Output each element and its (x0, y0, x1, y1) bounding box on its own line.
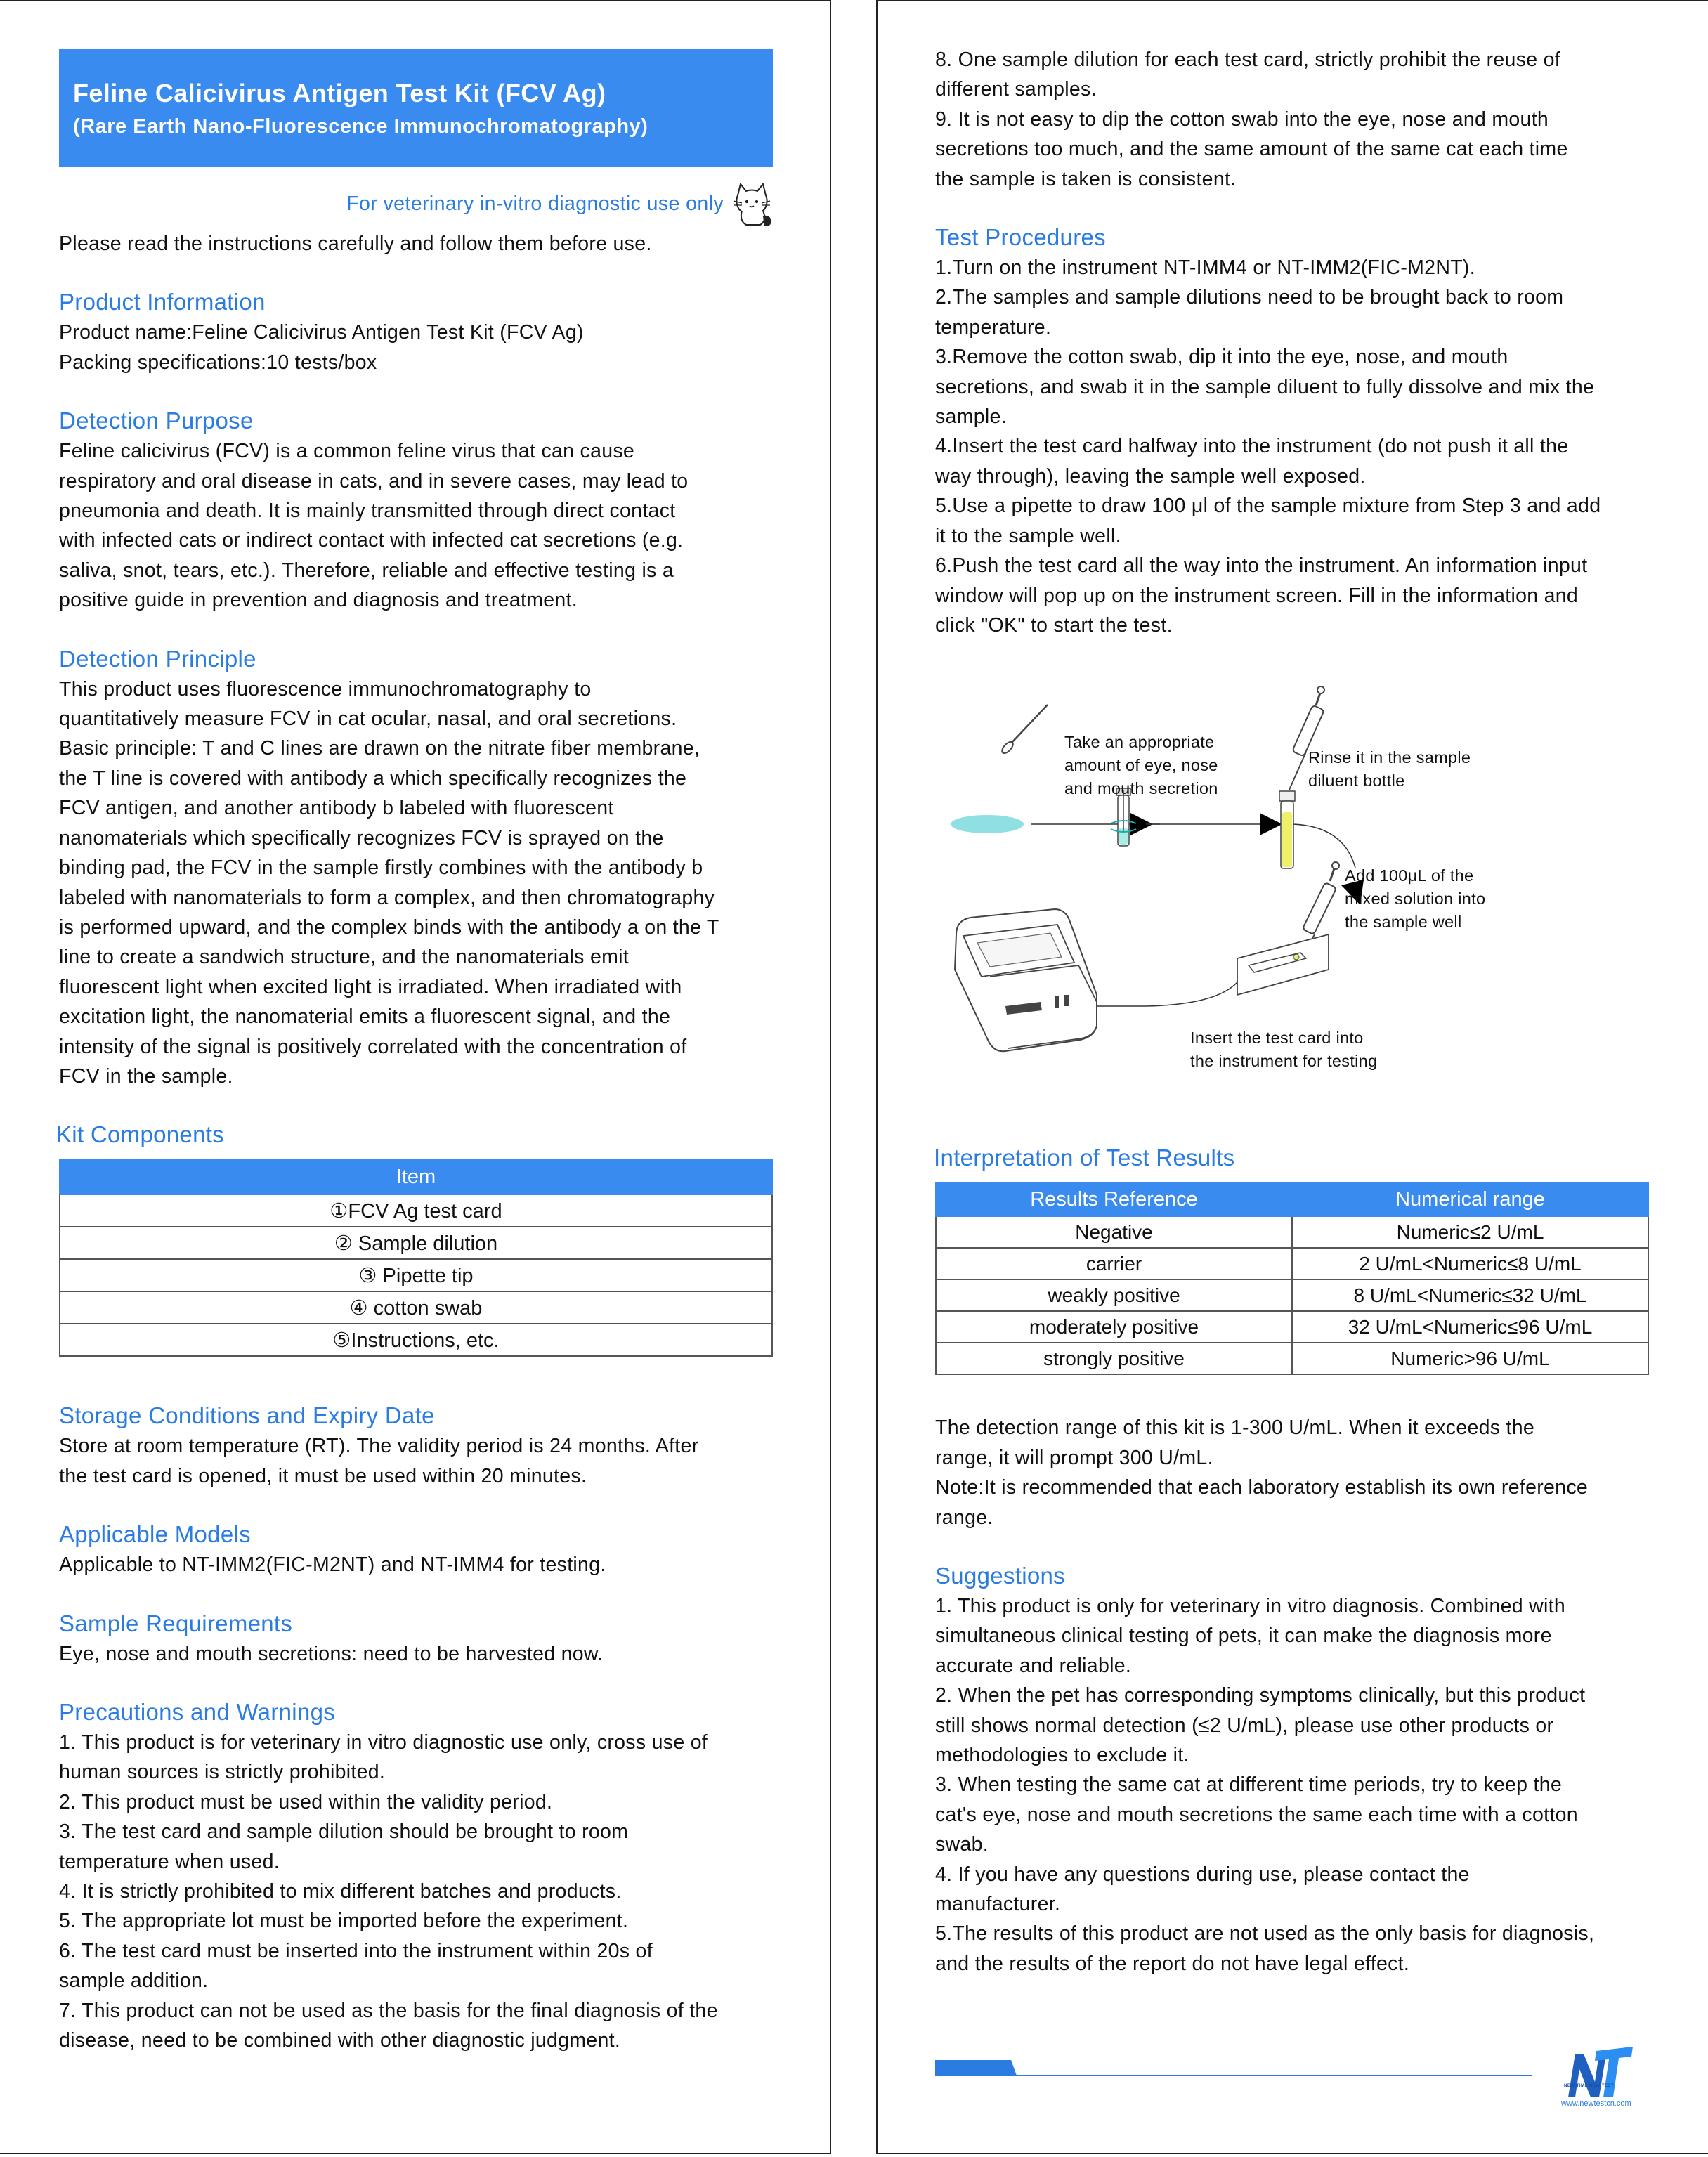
table-cell: Numeric>96 U/mL (1292, 1343, 1648, 1374)
table-cell: ② Sample dilution (60, 1227, 772, 1259)
table-cell: 2 U/mL<Numeric≤8 U/mL (1292, 1248, 1648, 1279)
table-cell: 8 U/mL<Numeric≤32 U/mL (1292, 1279, 1648, 1311)
text-line: Store at room temperature (RT). The validity period is 24 months. After (59, 1435, 699, 1458)
left-column (56, 49, 773, 2055)
text-line: fluorescent light when excited light is irradiated. When irradiated with (59, 975, 682, 998)
text-line: Packing specifications:10 tests/box (59, 351, 377, 374)
text-line: temperature. (935, 315, 1052, 339)
text-line: different samples. (935, 78, 1097, 101)
text-line: 5.Use a pipette to draw 100 μl of the sample mixture from Step 3 and add (935, 495, 1601, 518)
product-info-heading: Product Information (59, 289, 266, 315)
sample-dish-icon (951, 815, 1024, 833)
text-line: nanomaterials which specifically recognizes FCV is sprayed on the (59, 826, 664, 849)
kit-components-table (59, 1159, 773, 1357)
logo-tagline: NEW TIME NEW TEST (1564, 2084, 1615, 2088)
text-line: simultaneous clinical testing of pets, it can make the diagnosis more (935, 1624, 1552, 1648)
text-line: 2. This product must be used within the validity period. (59, 1790, 553, 1813)
interpretation-heading: Interpretation of Test Results (934, 1145, 1235, 1171)
step-label-line: and mouth secretion (1064, 779, 1218, 797)
text-line: 2.The samples and sample dilutions need to be brought back to room (935, 286, 1564, 309)
table-cell: moderately positive (936, 1311, 1292, 1343)
text-line: saliva, snot, tears, etc.). Therefore, reliable and effective testing is a (59, 559, 674, 582)
text-line: Basic principle: T and C lines are drawn on the nitrate fiber membrane, (59, 737, 700, 760)
text-line: way through), leaving the sample well exposed. (935, 464, 1366, 488)
text-line: the sample is taken is consistent. (935, 167, 1237, 190)
text-line: excitation light, the nanomaterial emits a fluorescent signal, and the (59, 1005, 671, 1029)
table-row (936, 1279, 1648, 1311)
footer-accent-bar (935, 2060, 1532, 2077)
text-line: This product uses fluorescence immunochromatography to (59, 677, 592, 700)
table-cell: weakly positive (936, 1279, 1292, 1311)
text-line: still shows normal detection (≤2 U/mL), please use other products or (935, 1714, 1554, 1737)
text-line: labeled with nanomaterials to form a complex, and then chromatography (59, 886, 715, 909)
step-label-line: mixed solution into (1345, 889, 1486, 908)
text-line: 8. One sample dilution for each test card, strictly prohibit the reuse of (935, 48, 1560, 71)
table-cell: 32 U/mL<Numeric≤96 U/mL (1292, 1311, 1648, 1343)
text-line: 3.Remove the cotton swab, dip it into the eye, nose, and mouth (935, 346, 1508, 369)
text-line: sample addition. (59, 1969, 209, 1993)
step-label-rinse (1308, 746, 1471, 793)
table-cell: ①FCV Ag test card (60, 1194, 772, 1227)
text-line: click "OK" to start the test. (935, 613, 1173, 637)
text-line: 6. The test card must be inserted into the instrument within 20s of (59, 1939, 653, 1962)
table-cell: ⑤Instructions, etc. (60, 1324, 772, 1356)
step-label-line: the sample well (1345, 913, 1462, 931)
text-line: methodologies to exclude it. (935, 1743, 1189, 1766)
text-line: 7. This product can not be used as the basis for the final diagnosis of the (59, 1999, 718, 2022)
kit-components-heading: Kit Components (56, 1121, 224, 1148)
step-label-line: the instrument for testing (1190, 1052, 1378, 1070)
text-line: 5. The appropriate lot must be imported before the experiment. (59, 1910, 629, 1933)
results-table (935, 1182, 1649, 1375)
document-title: Feline Calicivirus Antigen Test Kit (FCV Ag) (73, 79, 606, 107)
text-line: 5.The results of this product are not used as the only basis for diagnosis, (935, 1922, 1595, 1946)
vet-use-notice: For veterinary in-vitro diagnostic use only (346, 193, 724, 215)
text-line: manufacturer. (935, 1893, 1061, 1915)
applicable-models-heading: Applicable Models (59, 1521, 251, 1548)
text-line: intensity of the signal is positively correlated with the concentration of (59, 1035, 687, 1058)
text-line: Applicable to NT-IMM2(FIC-M2NT) and NT-IMM4 for testing. (59, 1553, 606, 1577)
text-line: disease, need to be combined with other diagnostic judgment. (59, 2029, 621, 2052)
table-cell: carrier (936, 1248, 1292, 1279)
text-line: line to create a sandwich structure, and the nanomaterials emit (59, 946, 629, 969)
text-line: 2. When the pet has corresponding symptoms clinically, but this product (935, 1684, 1586, 1707)
text-line: secretions too much, and the same amount of the same cat each time (935, 138, 1568, 161)
text-line: FCV in the sample. (59, 1064, 233, 1088)
precautions-heading: Precautions and Warnings (59, 1698, 336, 1725)
table-row (936, 1216, 1648, 1248)
procedure-diagram (935, 675, 1666, 1096)
text-line: 4. It is strictly prohibited to mix different batches and products. (59, 1880, 622, 1903)
text-line: sample. (935, 405, 1007, 429)
text-line: the test card is opened, it must be used within 20 minutes. (59, 1464, 587, 1487)
cotton-swab-icon (1000, 705, 1048, 755)
text-line: 1.Turn on the instrument NT-IMM4 or NT-IMM2(FIC-M2NT). (935, 256, 1475, 280)
text-line: swab. (935, 1833, 989, 1856)
table-row (60, 1291, 772, 1324)
detection-principle-heading: Detection Principle (59, 645, 256, 672)
text-line: 3. When testing the same cat at different time periods, try to keep the (935, 1773, 1563, 1797)
table-row (60, 1194, 772, 1227)
step-label-collect (1064, 731, 1218, 800)
text-line: Eye, nose and mouth secretions: need to be harvested now. (59, 1642, 604, 1665)
table-cell: Numeric≤2 U/mL (1292, 1216, 1648, 1248)
text-line: 4.Insert the test card halfway into the instrument (do not push it all the (935, 435, 1569, 458)
text-line: and the results of the report do not have legal effect. (935, 1952, 1410, 1975)
table-row (60, 1259, 772, 1291)
storage-heading: Storage Conditions and Expiry Date (59, 1402, 435, 1429)
text-line: quantitatively measure FCV in cat ocular, nasal, and oral secretions. (59, 708, 677, 731)
company-url: www.newtestcn.com (1561, 2099, 1631, 2108)
text-line: Note:It is recommended that each laboratory establish its own reference (935, 1476, 1589, 1499)
text-line: 1. This product is only for veterinary in vitro diagnosis. Combined with (935, 1594, 1566, 1617)
table-row (936, 1343, 1648, 1374)
text-line: The detection range of this kit is 1-300 U/mL. When it exceeds the (935, 1416, 1535, 1440)
fluorescence-analyzer-icon (955, 909, 1097, 1051)
text-line: respiratory and oral disease in cats, and in severe cases, may lead to (59, 469, 689, 493)
table-cell: Negative (936, 1216, 1292, 1248)
text-line: range. (935, 1506, 993, 1529)
diluent-bottle-icon (1279, 791, 1295, 868)
text-line: positive guide in prevention and diagnosis and treatment. (59, 589, 578, 612)
test-procedures-heading: Test Procedures (935, 224, 1106, 251)
text-line: binding pad, the FCV in the sample firstly combines with the antibody b (59, 856, 703, 880)
table-cell: strongly positive (936, 1343, 1292, 1374)
text-line: window will pop up on the instrument screen. Fill in the information and (935, 584, 1579, 607)
table-row (936, 1311, 1648, 1343)
text-line: accurate and reliable. (935, 1654, 1132, 1677)
step-label-line: Rinse it in the sample (1308, 748, 1471, 767)
test-card-slot-icon (1237, 934, 1329, 995)
table-row (60, 1227, 772, 1259)
step-label-insert (1190, 1027, 1377, 1073)
detection-purpose-heading: Detection Purpose (59, 408, 254, 434)
text-line: secretions, and swab it in the sample diluent to fully dissolve and mix the (935, 375, 1595, 398)
text-line: 6.Push the test card all the way into the instrument. An information input (935, 554, 1588, 578)
table-row (936, 1248, 1648, 1279)
sample-requirements-heading: Sample Requirements (59, 1610, 293, 1636)
text-line: 3. The test card and sample dilution should be brought to room (59, 1820, 629, 1844)
suggestions-heading: Suggestions (935, 1562, 1065, 1589)
text-line: Product name:Feline Calicivirus Antigen Test Kit (FCV Ag) (59, 321, 584, 344)
table-header: Numerical range (1292, 1182, 1648, 1216)
cat-icon (731, 180, 773, 229)
document-subtitle: (Rare Earth Nano-Fluorescence Immunochromatography) (73, 115, 648, 138)
text-line: range, it will prompt 300 U/mL. (935, 1446, 1213, 1469)
table-cell: ④ cotton swab (60, 1291, 772, 1324)
text-line: Feline calicivirus (FCV) is a common feline virus that can cause (59, 440, 635, 463)
text-line: FCV antigen, and another antibody b labeled with fluorescent (59, 797, 614, 820)
text-line: human sources is strictly prohibited. (59, 1761, 386, 1784)
text-line: it to the sample well. (935, 524, 1121, 547)
step-label-line: Insert the test card into (1190, 1029, 1364, 1047)
step-label-line: diluent bottle (1308, 771, 1405, 790)
table-row (60, 1324, 772, 1356)
text-line: is performed upward, and the complex binds with the antibody a on the T (59, 915, 719, 939)
text-line: 4. If you have any questions during use, please contact the (935, 1863, 1470, 1886)
step-label-line: Add 100μL of the (1345, 866, 1474, 885)
title-banner (59, 49, 773, 167)
table-header: Item (60, 1159, 772, 1194)
step-label-line: amount of eye, nose (1064, 756, 1218, 774)
text-line: pneumonia and death. It is mainly transmitted through direct contact (59, 500, 676, 523)
text-line: temperature when used. (59, 1850, 280, 1873)
text-line: with infected cats or indirect contact with infected cat secretions (e.g. (59, 529, 684, 552)
step-label-add (1345, 864, 1485, 934)
vet-use-line (59, 167, 773, 229)
text-line: the T line is covered with antibody a which specifically recognizes the (59, 767, 687, 790)
text-line: cat's eye, nose and mouth secretions the same each time with a cotton (935, 1803, 1578, 1826)
arrow-right-icon (1260, 813, 1282, 835)
step-label-line: Take an appropriate (1064, 733, 1215, 751)
text-line: 9. It is not easy to dip the cotton swab into the eye, nose and mouth (935, 107, 1549, 131)
table-cell: ③ Pipette tip (60, 1259, 772, 1291)
intro-text: Please read the instructions carefully and follow them before use. (59, 233, 652, 255)
text-line: 1. This product is for veterinary in vitro diagnostic use only, cross use of (59, 1731, 708, 1754)
table-header: Results Reference (936, 1182, 1292, 1216)
